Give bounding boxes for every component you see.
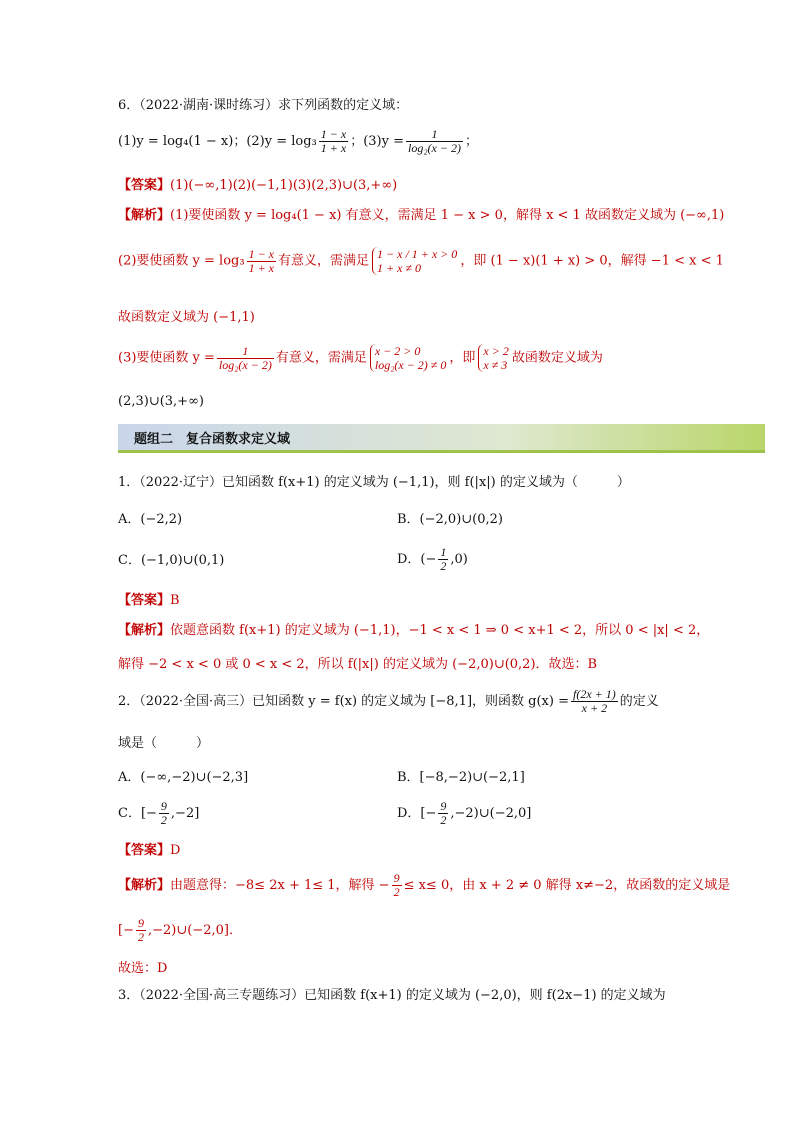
q2-option-c[interactable]: C．[− $\frac{9}{2}$ ,−2] — [118, 799, 200, 827]
q2-option-b[interactable]: B．[−8,−2)∪(−2,1] — [397, 770, 525, 785]
q1-answer: 【答案】B — [118, 593, 180, 608]
q6-frac1: $\frac{1 - x}{1 + x}$ — [320, 127, 347, 155]
q2-answer: 【答案】D — [118, 843, 181, 858]
section-header — [118, 424, 765, 453]
q1-option-d[interactable]: D．(− $\frac{1}{2}$ ,0) — [397, 545, 468, 573]
q6-brace-3b: x > 2 x ≠ 3 — [478, 344, 508, 372]
q6-analysis-2: (2)要使函数 y = log₃ $\frac{1 - x}{1 + x}$ 有意义，需满足 1 − x / 1 + x > 0 1 + x ≠ 0 ，即 (1 − x)(1 + x) > 0，解得 −1 < x < 1 — [118, 246, 724, 275]
q6-analysis-2-conclusion: 故函数定义域为 (−1,1) — [118, 310, 255, 325]
q6-answer: 【答案】(1)(−∞,1)(2)(−1,1)(3)(2,3)∪(3,+∞) — [118, 178, 398, 193]
q6-brace-2: 1 − x / 1 + x > 0 1 + x ≠ 0 — [372, 247, 457, 275]
q6-analysis-3-result: (2,3)∪(3,+∞) — [118, 394, 204, 409]
q6-analysis-1: 【解析】(1)要使函数 y = log₄(1 − x) 有意义，需满足 1 − x > 0，解得 x < 1 故函数定义域为 (−∞,1) — [118, 208, 725, 223]
q2-analysis-2: [− $\frac{9}{2}$ ,−2)∪(−2,0]． — [118, 916, 242, 944]
q2-analysis-1: 【解析】由题意得：−8≤ 2x + 1≤ 1，解得 − $\frac{9}{2}$ ≤ x≤ 0，由 x + 2 ≠ 0 解得 x≠−2，故函数的定义域是 — [118, 871, 731, 899]
q3-stem: 3．（2022·全国·高三专题练习）已知函数 f(x+1) 的定义域为 (−2,0)，则 f(2x−1) 的定义域为 — [118, 988, 666, 1003]
q1-option-b[interactable]: B．(−2,0)∪(0,2) — [397, 512, 503, 527]
q2-option-a[interactable]: A．(−∞,−2)∪(−2,3] — [118, 770, 249, 785]
q6-frac2: $\frac{1}{\text{log₂(x − 2)}}$ — [408, 127, 461, 155]
q6-part1: (1)y = log₄(1 − x)；(2)y = log₃ — [118, 134, 317, 149]
q1-analysis-2: 解得 −2 < x < 0 或 0 < x < 2，所以 f(|x|) 的定义域为 (−2,0)∪(0,2)．故选：B — [118, 657, 598, 672]
q2-stem-2: 域是（ ） — [118, 736, 210, 751]
q6-analysis-3: (3)要使函数 y = $\frac{1}{\text{log₂(x − 2)}}$ 有意义，需满足 x − 2 > 0 log₂(x − 2) ≠ 0 ，即 x > 2 x ≠ 3 故函数定义域为 — [118, 343, 603, 372]
q1-option-a[interactable]: A．(−2,2) — [118, 512, 183, 527]
section-title: 题组二 复合函数求定义域 — [134, 432, 291, 447]
q6-stem: 6．（2022·湖南·课时练习）求下列函数的定义域： — [118, 98, 409, 113]
q6-brace-3: x − 2 > 0 log₂(x − 2) ≠ 0 — [370, 344, 447, 372]
q1-option-c[interactable]: C．(−1,0)∪(0,1) — [118, 553, 225, 568]
q6-part3: ；(3)y = — [350, 134, 405, 149]
q6-parts: (1)y = log₄(1 − x)；(2)y = log₃ $\frac{1 - x}{1 + x}$ ；(3)y = $\frac{1}{\text{log₂(x − 2)}}$ ； — [118, 127, 478, 155]
q1-stem: 1．（2022·辽宁）已知函数 f(x+1) 的定义域为 (−1,1)，则 f(|x|) 的定义域为（ ） — [118, 475, 630, 490]
q2-stem: 2．（2022·全国·高三）已知函数 y = f(x) 的定义域为 [−8,1]，则函数 g(x) = $\frac{f(2x + 1)}{x + 2}$ 的定义 — [118, 687, 659, 715]
q2-option-d[interactable]: D．[− $\frac{9}{2}$ ,−2)∪(−2,0] — [397, 799, 532, 827]
q2-conclusion: 故选：D — [118, 961, 168, 976]
q1-analysis-1: 【解析】依题意函数 f(x+1) 的定义域为 (−1,1)，−1 < x < 1 ⇒ 0 < x+1 < 2，所以 0 < |x| < 2， — [118, 623, 710, 638]
